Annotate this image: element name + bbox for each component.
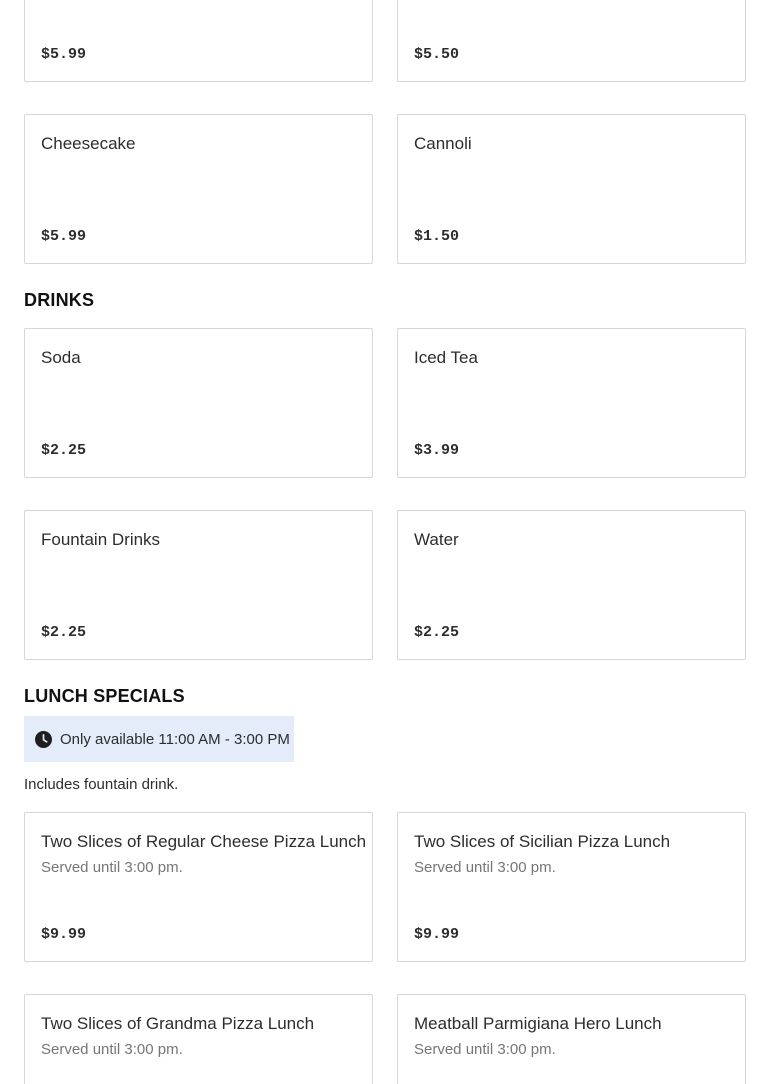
- menu-item-price: $5.50: [414, 46, 460, 63]
- menu-item-card-cannoli[interactable]: [397, 114, 746, 264]
- menu-item-price: $3.99: [414, 442, 460, 459]
- menu-item-price: $2.25: [414, 624, 460, 641]
- menu-item-card-fountain-drinks[interactable]: [24, 510, 373, 660]
- menu-item-price: $5.99: [41, 46, 87, 63]
- menu-item-price: $5.99: [41, 228, 87, 245]
- menu-item-card-soda[interactable]: [24, 328, 373, 478]
- availability-banner: [24, 716, 294, 762]
- menu-item-card-iced-tea[interactable]: [397, 328, 746, 478]
- menu-item-card-sicilian-lunch[interactable]: [397, 812, 746, 962]
- menu-item-name: Two Slices of Sicilian Pizza Lunch: [414, 832, 671, 851]
- menu-item-card[interactable]: [397, 0, 746, 82]
- menu-item-card-regular-cheese-lunch[interactable]: [24, 812, 373, 962]
- menu-item-name: Meatball Parmigiana Hero Lunch: [414, 1014, 662, 1033]
- menu-item-card-meatball-parm-lunch[interactable]: [397, 994, 746, 1084]
- section-title-lunch-specials: LUNCH SPECIALS: [24, 686, 185, 706]
- menu-item-name: Fountain Drinks: [41, 530, 161, 549]
- menu-item-name: Two Slices of Regular Cheese Pizza Lunch: [41, 832, 367, 851]
- section-title-drinks: DRINKS: [24, 290, 95, 310]
- menu-item-name: Water: [414, 530, 459, 549]
- section-description: Includes fountain drink.: [24, 776, 179, 793]
- availability-text: Only available 11:00 AM - 3:00 PM: [60, 730, 290, 748]
- menu-item-name: Two Slices of Grandma Pizza Lunch: [41, 1014, 315, 1033]
- menu-item-name: Cannoli: [414, 134, 472, 153]
- menu-item-price: $9.99: [41, 926, 87, 943]
- menu-item-price: $9.99: [414, 926, 460, 943]
- menu-item-price: $1.50: [414, 228, 460, 245]
- menu-item-description: Served until 3:00 pm.: [414, 1041, 556, 1058]
- menu-item-description: Served until 3:00 pm.: [41, 1041, 183, 1058]
- clock-icon: [35, 731, 52, 748]
- menu-item-name: Soda: [41, 348, 81, 367]
- menu-item-description: Served until 3:00 pm.: [414, 859, 556, 876]
- menu-item-card-cheesecake[interactable]: [24, 114, 373, 264]
- menu-item-card-grandma-lunch[interactable]: [24, 994, 373, 1084]
- menu-item-price: $2.25: [41, 442, 87, 459]
- menu-item-name: Iced Tea: [414, 348, 478, 367]
- menu-item-name: Cheesecake: [41, 134, 136, 153]
- menu-item-card-water[interactable]: [397, 510, 746, 660]
- menu-item-price: $2.25: [41, 624, 87, 641]
- menu-item-description: Served until 3:00 pm.: [41, 859, 183, 876]
- menu-item-card[interactable]: [24, 0, 373, 82]
